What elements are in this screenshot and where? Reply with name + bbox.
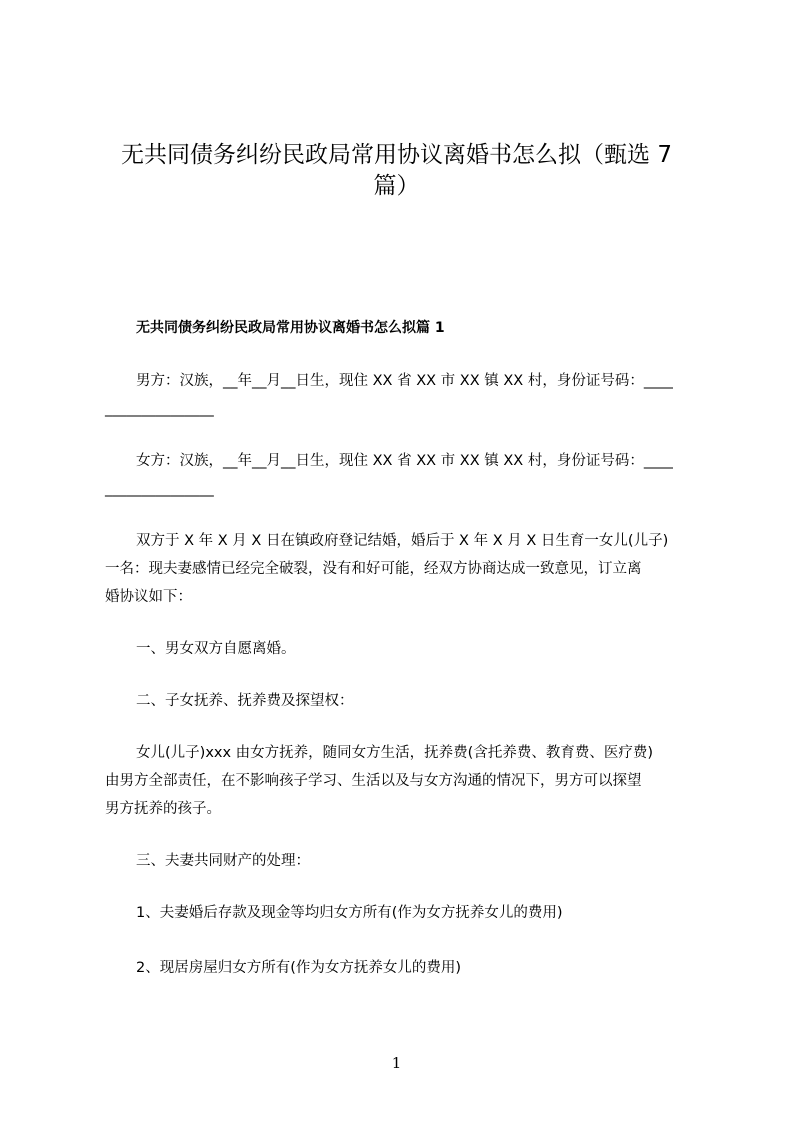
custody-paragraph-line-3: 男方抚养的孩子。 — [105, 801, 221, 817]
clause-2: 二、子女抚养、抚养费及探望权： — [136, 693, 354, 709]
title-line-1: 无共同债务纠纷民政局常用协议离婚书怎么拟（甄选 7 — [121, 142, 672, 168]
property-item-2: 2、现居房屋归女方所有(作为女方抚养女儿的费用) — [136, 960, 462, 976]
custody-paragraph-line-2: 由男方全部责任，在不影响孩子学习、生活以及与女方沟通的情况下，男方可以探望 — [105, 773, 642, 789]
section-heading: 无共同债务纠纷民政局常用协议离婚书怎么拟篇 1 — [136, 320, 445, 336]
document-title — [100, 140, 693, 202]
custody-paragraph-line-1: 女儿(儿子)xxx 由女方抚养，随同女方生活，抚养费(含托养费、教育费、医疗费) — [136, 745, 653, 761]
clause-3: 三、夫妻共同财产的处理： — [136, 853, 310, 869]
clause-1: 一、男女双方自愿离婚。 — [136, 641, 296, 657]
male-info-line-1: 男方：汉族，__年__月__日生，现住 XX 省 XX 市 XX 镇 XX 村，身份证号码：____ — [136, 373, 673, 389]
marriage-paragraph-line-3: 婚协议如下： — [105, 589, 192, 605]
male-info-line-2: _______________ — [105, 401, 214, 417]
marriage-paragraph-line-2: 一名：现夫妻感情已经完全破裂，没有和好可能，经双方协商达成一致意见，订立离 — [105, 561, 642, 577]
female-info-line-1: 女方：汉族，__年__月__日生，现住 XX 省 XX 市 XX 镇 XX 村，身份证号码：____ — [136, 453, 673, 469]
title-line-2: 篇） — [373, 173, 420, 199]
marriage-paragraph-line-1: 双方于 X 年 X 月 X 日在镇政府登记结婚，婚后于 X 年 X 月 X 日生育一女儿(儿子) — [136, 533, 669, 549]
page-number: 1 — [391, 1054, 402, 1072]
female-info-line-2: _______________ — [105, 481, 214, 497]
property-item-1: 1、夫妻婚后存款及现金等均归女方所有(作为女方抚养女儿的费用) — [136, 905, 563, 921]
